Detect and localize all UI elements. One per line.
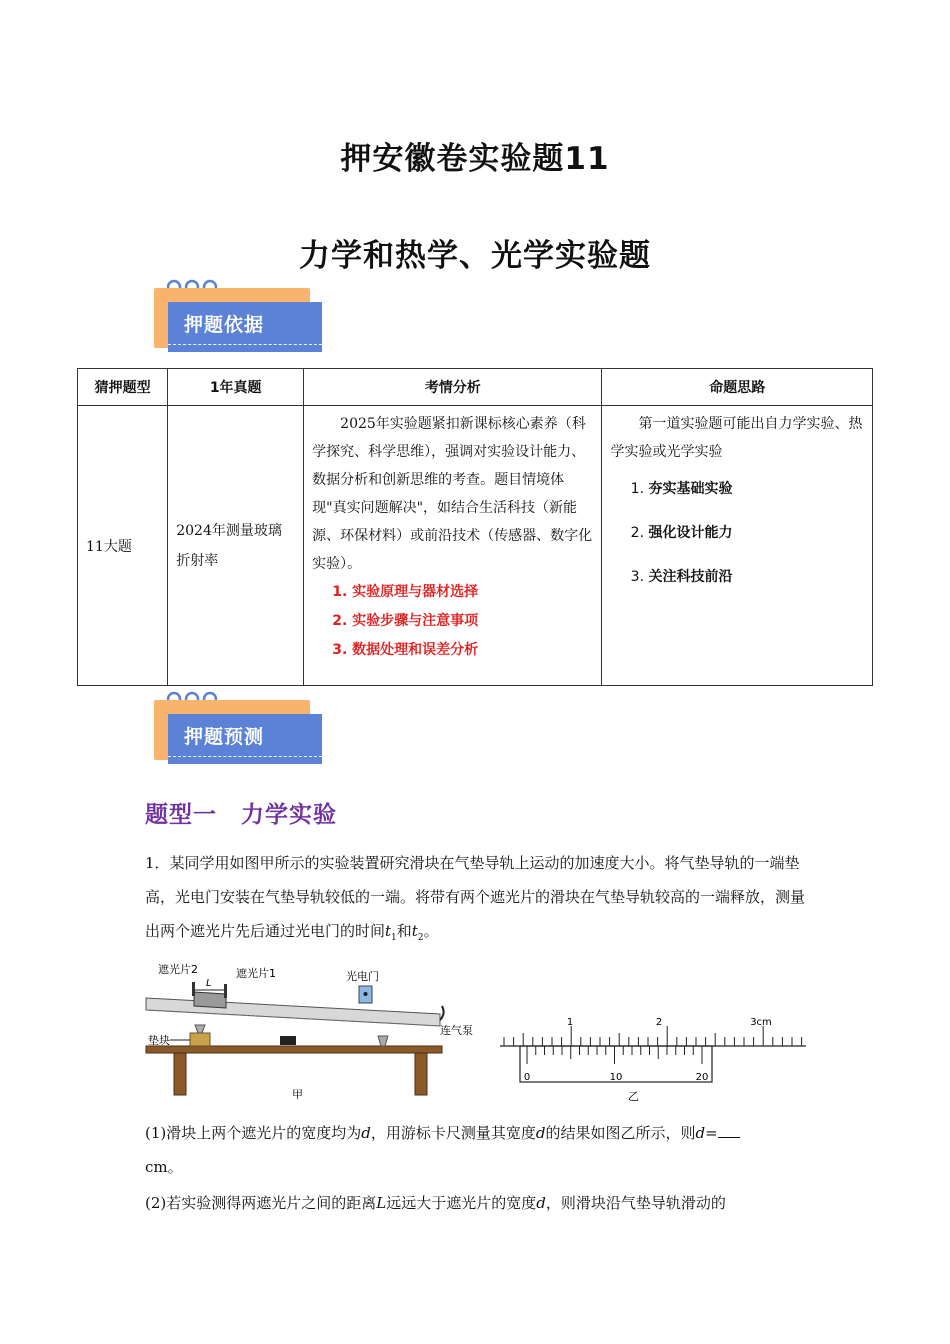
figure-air-track xyxy=(140,962,473,1104)
weight-block xyxy=(280,1036,296,1045)
var-d: d xyxy=(536,1194,546,1212)
prediction-banner-label: 押题预测 xyxy=(168,714,322,764)
list-item: 3. 数据处理和误差分析 xyxy=(352,636,593,665)
idea-cell xyxy=(602,406,873,686)
part1-text: ，用游标卡尺测量其宽度 xyxy=(370,1124,536,1142)
basis-banner-label: 押题依据 xyxy=(168,302,322,352)
var-d: d xyxy=(535,1124,546,1142)
figure-b-caption: 乙 xyxy=(628,1090,639,1103)
list-item: 1. 实验原理与器材选择 xyxy=(352,578,593,607)
analysis-points xyxy=(312,578,593,665)
var-t1-sub: 1 xyxy=(391,933,397,943)
label-pump: 连气泵 xyxy=(440,1024,473,1037)
vernier-label: 10 xyxy=(609,1072,623,1083)
main-scale-ticks xyxy=(504,1026,802,1046)
question-part-1 xyxy=(145,1116,810,1184)
part1-unit: cm。 xyxy=(145,1158,183,1176)
basis-banner xyxy=(150,276,326,366)
table-header-row xyxy=(78,369,873,406)
section-heading: 题型一 力学实验 xyxy=(145,802,337,828)
stem-text: 某同学用如图甲所示的实验装置研究滑块在气垫导轨上运动的加速度大小。将气垫导轨的一端垫高，光电门安装在气垫导轨较低的一端。将带有两个遮光片的滑块在气垫导轨较高的一端释放，测量出两个遮光片先后通过光电门的时间 xyxy=(145,854,806,940)
table-header-cell: 1年真题 xyxy=(168,369,304,406)
list-item: 3. 关注科技前沿 xyxy=(648,566,864,588)
slider xyxy=(194,992,226,1008)
banner-dash-line xyxy=(168,756,322,757)
table-header-cell: 考情分析 xyxy=(304,369,602,406)
figure-vernier-caliper xyxy=(496,1012,811,1104)
list-item: 2. 实验步骤与注意事项 xyxy=(352,607,593,636)
list-item: 1. 夯实基础实验 xyxy=(648,478,864,500)
analysis-text: 2025年实验题紧扣新课标核心素养（科学探究、科学思维），强调对实验设计能力、数据分析和创新思维的考查。题目情境体现"真实问题解决"，如结合生活科技（新能源、环保材料）或前沿技术（传感器、数字化实验）。 xyxy=(312,416,593,572)
shutter-1 xyxy=(224,984,227,998)
photogate-sensor xyxy=(364,992,368,996)
main-label: 3cm xyxy=(750,1017,772,1028)
label-L: L xyxy=(206,978,212,989)
main-label: 2 xyxy=(655,1017,663,1028)
part2-text: (2)若实验测得两遮光片之间的距离 xyxy=(145,1194,377,1212)
support-block xyxy=(190,1033,210,1046)
vernier-label: 20 xyxy=(695,1072,709,1083)
question-stem xyxy=(145,846,810,955)
var-t2: t xyxy=(411,922,418,940)
idea-points xyxy=(610,478,864,588)
page-subtitle: 力学和热学、光学实验题 xyxy=(299,238,651,274)
part2-text: 远远大于遮光片的宽度 xyxy=(386,1194,537,1212)
analysis-cell xyxy=(304,406,602,686)
part1-text: 的结果如图乙所示，则 xyxy=(545,1124,696,1142)
question-part-2 xyxy=(145,1186,810,1220)
table-header-cell: 猜押题型 xyxy=(78,369,168,406)
banner-dash-line xyxy=(168,344,322,345)
vernier-scale-ticks xyxy=(527,1046,702,1064)
table-header-cell: 命题思路 xyxy=(602,369,873,406)
track-foot xyxy=(195,1025,205,1033)
exam-basis-table xyxy=(77,368,873,686)
shutter-2 xyxy=(192,982,195,996)
table-leg xyxy=(174,1053,186,1095)
main-label: 1 xyxy=(566,1017,574,1028)
figure-a-caption: 甲 xyxy=(292,1088,303,1101)
stem-end: 。 xyxy=(423,922,439,940)
table-leg xyxy=(415,1053,427,1095)
var-L: L xyxy=(376,1194,387,1212)
part1-text: (1)滑块上两个遮光片的宽度均为 xyxy=(145,1124,362,1142)
vernier-label: 0 xyxy=(523,1072,531,1083)
var-d: d xyxy=(695,1124,706,1142)
list-item: 2. 强化设计能力 xyxy=(648,522,864,544)
table-row xyxy=(78,406,873,686)
question-number: 1． xyxy=(145,854,170,872)
real-exam-cell: 2024年测量玻璃折射率 xyxy=(168,406,304,686)
stem-and: 和 xyxy=(396,922,412,940)
prediction-banner xyxy=(150,688,326,778)
answer-blank[interactable] xyxy=(718,1123,740,1138)
var-t2-sub: 2 xyxy=(417,933,424,943)
label-block: 垫块 xyxy=(148,1034,170,1047)
pump-tube xyxy=(440,1006,444,1020)
track-foot xyxy=(378,1036,388,1046)
label-shutter2: 遮光片2 xyxy=(158,963,198,976)
type-cell: 11大题 xyxy=(78,406,168,686)
label-shutter1: 遮光片1 xyxy=(236,967,276,980)
idea-text: 第一道实验题可能出自力学实验、热学实验或光学实验 xyxy=(610,416,863,460)
table-top xyxy=(146,1046,442,1053)
part2-text: ，则滑块沿气垫导轨滑动的 xyxy=(545,1194,726,1212)
part1-eq: = xyxy=(705,1124,718,1142)
page-title: 押安徽卷实验题11 xyxy=(340,141,610,177)
var-d: d xyxy=(361,1124,371,1142)
label-gate: 光电门 xyxy=(346,970,379,983)
var-t1: t xyxy=(385,922,392,940)
